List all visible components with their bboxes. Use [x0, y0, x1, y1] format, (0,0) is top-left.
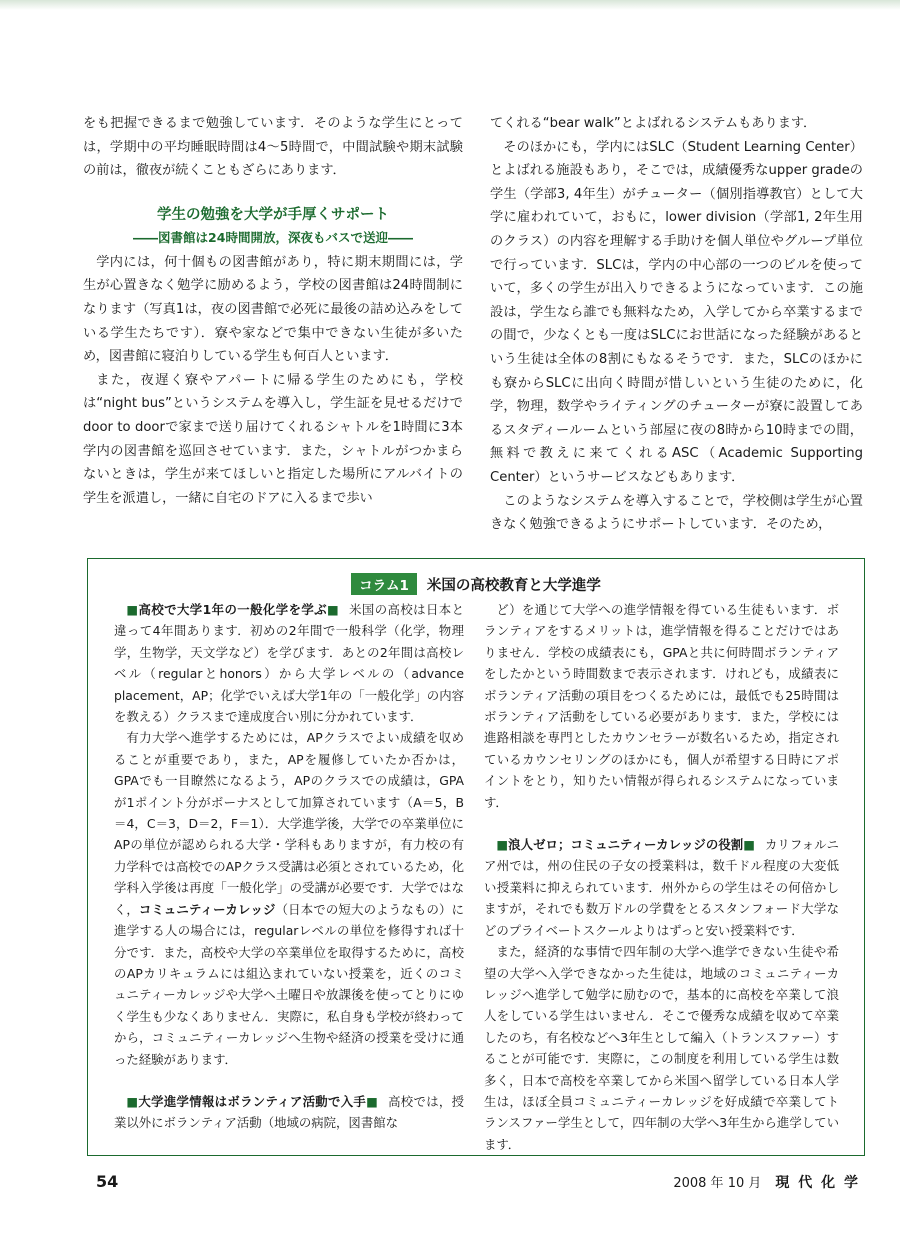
- magazine-name: 現 代 化 学: [775, 1175, 860, 1191]
- paragraph-text: 高校では，授業以外にボランティア活動（地域の病院，図書館な: [114, 1093, 464, 1131]
- bold-term: コミュニティーカレッジ: [138, 901, 276, 917]
- page-number: 54: [96, 1172, 119, 1191]
- paragraph: ど）を通じて大学への進学情報を得ている生徒もいます．ボランティアをするメリットは，進学情報を得ることだけではありません．学校の成績表にも，GPAと共に何時間ボランティアをしたかという時間数まで表示されます．けれども，成績表にボランティア活動の項目をつくるためには，最低でも25時間はボランティア活動をしている必要があります．また，学校には進路相談を専門としたカウンセラーが数名いるため，指定されているカウンセリングのほかにも，個人が希望する日時にアポイントをとり，知りたい情報が得られるシステムになっています．: [484, 602, 839, 810]
- paragraph-text: （日本での短大のようなもの）に進学する人の場合には，regularレベルの単位を修得すれば十分です．また，高校や大学の卒業単位を取得するために，高校のAPカリキュラムには組込まれていない授業を，近くのコミュニティーカレッジや大学へ土曜日や放課後を使ってとりにゆく学生も少なくありません．実際に，私自身も学校が終わってから，コミュニティーカレッジへ生物や経済の授業を受けに通った経験があります．: [114, 901, 464, 1067]
- column-heading: ■ 浪人ゼロ；コミュニティーカレッジの役割 ■: [496, 837, 765, 852]
- column-heading: ■ 高校で大学1年の一般化学を学ぶ ■: [126, 602, 349, 617]
- top-decoration-bar: [0, 0, 900, 10]
- paragraph: また，経済的な事情で四年制の大学へ進学できない生徒や希望の大学へ入学できなかった生徒は，地域のコミュニティーカレッジへ進学して勉学に励むので，基本的に高校を卒業して浪人をしている学生はいません．そこで優秀な成績を収めて卒業したのち，有名校などへ3年生として編入（トランスファー）することが可能です．実際に，この制度を利用している学生は数多く，日本で高校を卒業してから米国へ留学している日本人学生は，ほぼ全員コミュニティーカレッジを好成績で卒業してトランスファー学生として，四年制の大学へ3年生から進学しています．: [484, 944, 839, 1152]
- right-text-column: [490, 112, 863, 537]
- paragraph: てくれる“bear walk”とよばれるシステムもあります．: [490, 116, 817, 131]
- paragraph: そのほかにも，学内にはSLC（Student Learning Center）とよばれる施設もあり，そこでは，成績優秀なupper gradeの学生（学部3, 4年生）がチューター（個別指導教官）として大学に雇われていて，おもに，lower division（学部1, 2年生用のクラス）の内容を理解する手助けを個人単位やグループ単位で行っています．SLCは，学内の中心部の一つのビルを使っていて，多くの学生が出入りできるようになっています．この施設は，学生なら誰でも無料なため，入学してから卒業するまでの間で，少なくとも一度はSLCにお世話になった経験があるという生徒は全体の8割にもなるそうです．また，SLCのほかにも寮からSLCに出向く時間が惜しいという生徒のために，化学，物理，数学やライティングのチューターが寮に設置してあるスタディールームという部屋に夜の8時から10時までの間，無料で教えに来てくれるASC（Academic Supporting Center）というサービスなどもあります．: [490, 139, 863, 485]
- paragraph: をも把握できるまで勉強しています．そのような学生にとっては，学期中の平均睡眠時間は4～5時間で，中間試験や期末試験の前は，徹夜が続くこともざらにあります．: [83, 116, 463, 179]
- paragraph: [114, 1091, 464, 1134]
- column-left-text: [114, 599, 464, 1134]
- issue-date: 2008 年 10 月: [673, 1176, 762, 1191]
- column-box: [87, 558, 865, 1156]
- column-tag: コラム1: [351, 573, 417, 595]
- column-title: 米国の高校教育と大学進学: [426, 578, 601, 594]
- section-title: 学生の勉強を大学が手厚くサポート: [157, 206, 389, 223]
- paragraph: [114, 727, 464, 1070]
- paragraph-text: カリフォルニア州では，州の住民の子女の授業料は，数千ドル程度の大変低い授業料に抑えられています．州外からの学生はその何倍かしますが，それでも数万ドルの学費をとるスタンフォード大学などのプライベートスクールよりはずっと安い授業料です．: [484, 837, 839, 938]
- column-heading: ■ 大学進学情報はボランティア活動で入手 ■: [126, 1094, 388, 1109]
- column-header: [88, 573, 864, 595]
- paragraph-text: 有力大学へ進学するためには，APクラスでよい成績を収めることが重要であり，また，APを履修していたか否かは，GPAでも一目瞭然になるよう，APのクラスでの成績は，GPAが1ポイント分がボーナスとして加算されています（A＝5，B＝4，C＝3，D＝2，F＝1）．大学進学後，大学での卒業単位にAPの単位が認められる大学・学科もありますが，有力校の有力学科では高校でのAPクラス受講は必須とされているため，化学科入学後は再度「一般化学」の受講が必要です．大学ではなく，: [114, 730, 464, 917]
- column-right-text: [484, 599, 839, 1155]
- paragraph: 学内には，何十個もの図書館があり，特に期末期間には，学生が心置きなく勉学に励めるよう，学校の図書館は24時間制になります（写真1は，夜の図書館で必死に最後の詰め込みをしている学生たちです）．寮や家などで集中できない生徒が多いため，図書館に寝泊りしている学生も何百人といます．: [83, 254, 463, 365]
- paragraph: また，夜遅く寮やアパートに帰る学生のためにも，学校は“night bus”というシステムを導入し，学生証を見せるだけでdoor to doorで家まで送り届けてくれるシャトルを1時間に3本学内の図書館を巡回させています．また，シャトルがつかまらないときは，学生が来てほしいと指定した場所にアルバイトの学生を派遣し，一緒に自宅のドアに入るまで歩い: [83, 372, 463, 506]
- paragraph: [114, 599, 464, 727]
- paragraph: このようなシステムを導入することで，学校側は学生が心置きなく勉強できるようにサポートしています．そのため，: [490, 493, 863, 533]
- paragraph-text: 米国の高校は日本と違って4年間あります．初めの2年間で一般科学（化学，物理学，生物学，天文学など）を学びます．あとの2年間は高校レベル（regularとhonors）から大学レベルの（advance placement，AP；化学でいえば大学1年の「一般化学」の内容を教える）クラスまで達成度合い別に分かれています．: [114, 602, 464, 725]
- left-text-column: [83, 112, 463, 510]
- section-subtitle: ――図書館は24時間開放，深夜もバスで送迎――: [133, 229, 413, 245]
- paragraph: [484, 834, 839, 941]
- running-footer: [673, 1172, 860, 1192]
